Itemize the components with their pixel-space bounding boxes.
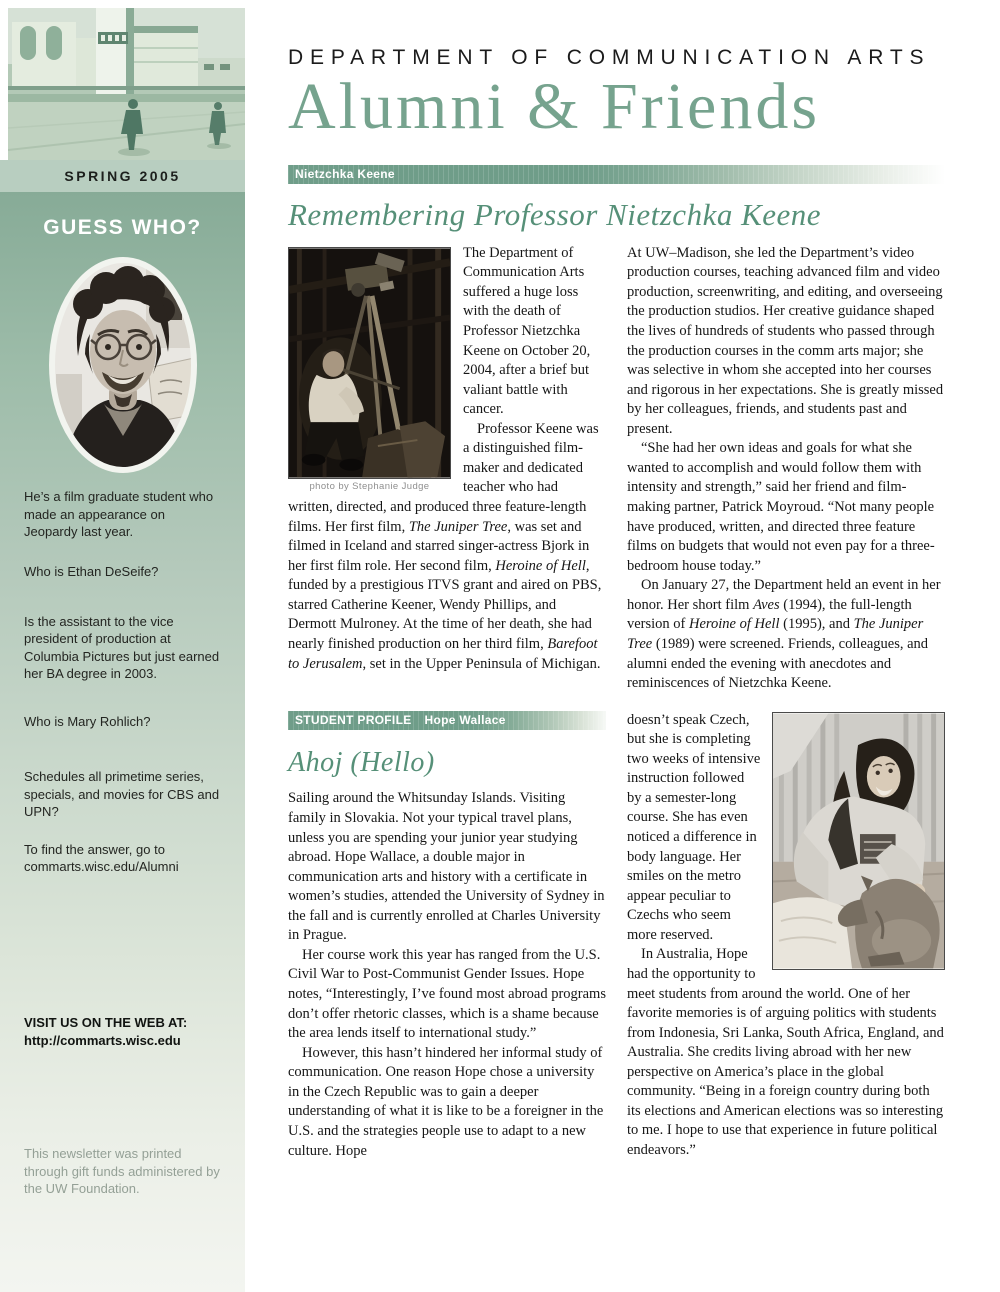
hope-column-left [288,711,606,1161]
student-profile-name: Hope Wallace [424,712,506,727]
article-paragraph: At UW–Madison, she led the Department’s video production courses, teaching advanced film and video production, screenwriting, and editing, and overseeing the production studios. Her creative guidance shaped the lives of hundreds of students who passed through the production courses in the comm arts major; she was selective in whom she accepted into her courses and rigorous in her expectations. She is greatly missed by her colleagues, friends, and students past and present. [627,244,944,437]
article-keene [288,165,945,694]
guess-who-panel [0,192,245,1292]
section-tab-label [288,711,606,730]
guess-who-answer: Who is Ethan DeSeife? [24,563,159,579]
keene-column-left [288,244,606,674]
article-paragraph: Professor Keene was a distinguished film-maker and dedicated teacher who had written, directed, and produced three feature-length films. Her first film, The Juniper Tree, was set and filmed in Iceland and starred singer-actress Bjork in her first film role. Her second film, Heroine of Hell, funded by a prestigious ITVS grant and aired on PBS, starred Catherine Keener, Wendy Phillips, and Dermott Mulroney. At the time of her death, she had nearly finished production on her third film, Barefoot to Jerusalem, set in the Upper Peninsula of Michigan. [288,420,602,672]
section-tab-label: Nietzchka Keene [295,166,395,181]
campus-building-photo [8,8,245,160]
hope-column-right [627,711,945,1161]
guess-who-heading: GUESS WHO? [43,216,202,239]
guess-who-clue: Schedules all primetime series, specials, and movies for CBS and UPN? [24,769,220,820]
guess-who-answer: Who is Mary Rohlich? [24,713,151,729]
article-paragraph: The Department of Communication Arts suffered a huge loss with the death of Professor Nietzchka Keene on October 20, 2004, after a brief but valiant battle with cancer. [463,244,591,418]
hope-kangaroo-photo [772,712,945,970]
funding-note: This newsletter was printed through gift funds administered by the UW Foundation. [24,1146,220,1197]
website-callout [24,1014,221,1049]
article-paragraph: “She had her own ideas and goals for what she wanted to accomplish and would follow them with intensity and strength,” said her friend and film-making partner, Patrick Moyroud. “Not many people have produced, written, and directed three feature films on budgets that would not even pay for a three-bedroom house today.” [627,440,935,574]
main-content [245,0,1000,1292]
article-paragraph: However, this hasn’t hindered her informal study of communication. One reason Hope chose a university in the Czech Republic was to gain a deeper understanding of what it is like to be a foreigner in the U.S. and the strategies people use to adapt to a new culture. Hope [288,1044,604,1159]
section-tab-nietzchka-keene [288,165,945,184]
newsletter-title: Alumni & Friends [288,70,821,143]
portrait-illustration [48,256,198,474]
keene-filming-illustration [288,247,451,479]
hope-kangaroo-illustration [772,712,945,970]
article-headline-hope: Ahoj (Hello) [288,746,435,778]
article-paragraph: In Australia, Hope had the opportunity to meet students from around the world. One of her favorite memories is of arguing politics with students from Indonesia, Sri Lanka, South Africa, England, and Australia. She credits living abroad with her new perspective on America’s place in the global community. “Being in a foreign country during both its elections and American elections was so interesting to me. I hope to use that experience in future political endeavors.” [627,946,944,1158]
issue-date: SPRING 2005 [0,160,245,192]
article-paragraph: On January 27, the Department held an event in her honor. Her short film Aves (1994), the full-length version of Heroine of Hell (1995), and The Juniper Tree (1989) were screened. Friends, colleagues, and alumni ended the evening with anecdotes and reminiscences of Nietzchka Keene. [627,577,941,692]
student-profile-label: STUDENT PROFILE [295,712,412,727]
website-url[interactable]: http://commarts.wisc.edu [24,1032,181,1048]
sidebar [0,0,245,1292]
article-paragraph: Her course work this year has ranged from the U.S. Civil War to Post-Communist Gender Issues. Hope notes, “Interestingly, I’ve found most abroad programs don’t offer rhetoric classes, which is a shame because the area lends itself to international study.” [288,946,606,1042]
keene-filming-photo [288,247,451,494]
article-headline-keene: Remembering Professor Nietzchka Keene [288,196,822,232]
section-tab-student-profile [288,711,606,730]
website-callout-label: VISIT US ON THE WEB AT: [24,1015,188,1030]
guess-who-clue: Is the assistant to the vice president of production at Columbia Pictures but just earned her BA degree in 2003. [24,613,220,682]
newsletter-department-name: DEPARTMENT OF COMMUNICATION ARTS [288,46,931,69]
article-paragraph: doesn’t speak Czech, but she is completing two weeks of intensive instruction followed by a semester-long course. She has even noticed a difference in body language. Her smiles on the metro appear peculiar to Czechs who seem more reserved. [627,711,761,943]
campus-building-illustration [8,8,245,160]
guess-who-clue: He’s a film graduate student who made an appearance on Jeopardy last year. [24,489,214,540]
article-paragraph: Sailing around the Whitsunday Islands. Visiting family in Slovakia. Not your typical travel plans, unless you are spending your junior year studying abroad. Hope Wallace, a double major in communication arts and history with a certificate in women’s studies, attended the University of Sydney in the fall and is currently enrolled at Charles University in Prague. [288,790,605,944]
keene-column-right [627,244,945,694]
guess-who-answer-note: To find the answer, go to commarts.wisc.edu/Alumni [24,841,179,875]
article-hope [288,711,945,1161]
photo-credit: photo by Stephanie Judge [309,480,430,492]
guess-who-portrait-photo [48,256,198,474]
